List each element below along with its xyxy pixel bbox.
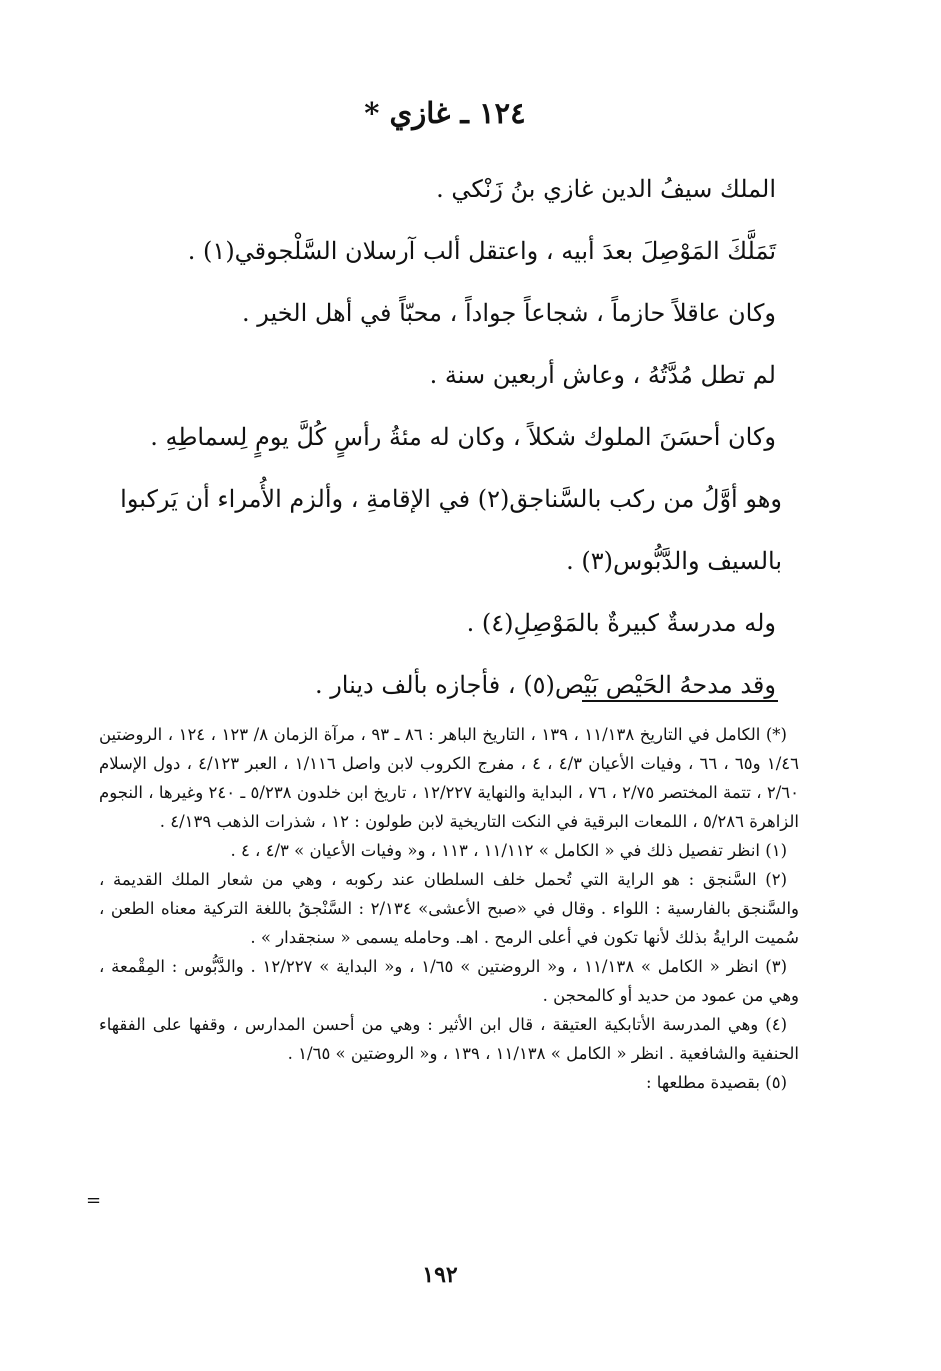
body-line: وقد مدحهُ الحَيْص بَيْص(٥) ، فأجازه بألف دينار . [314,671,776,699]
footnote-separator [582,700,778,702]
body-line: وله مدرسةٌ كبيرةٌ بالمَوْصِلِ(٤) . [466,609,776,637]
entry-body [100,158,782,716]
footnote-2: (٢) السَّنجق : هو الراية التي تُحمل خلف السلطان عند ركوبه ، وهي من شعار الملك القديمة ، والسَّنجق بالفارسية : اللواء . وقال في «صبح الأعشى» ٢/١٣٤ : السَّنْجقُ باللغة التركية معناه الطعن ، سُميت الرايةُ بذلك لأنها تكون في أعلى الرمح . اهـ. وحامله يسمى « سنجقدار » . [99,870,799,947]
body-line: وكان أحسَنَ الملوك شكلاً ، وكان له مئةُ رأسٍ كُلَّ يومٍ لِسماطِهِ . [150,423,776,451]
footnote-3: (٣) انظر « الكامل » ١١/١٣٨ ، و« الروضتين » ١/٦٥ ، و« البداية » ١٢/٢٢٧ . والدَّبُّوس : المِقْمعة ، وهي من عمود من حديد أو كالمحجن . [99,957,799,1005]
body-line: وهو أوَّلُ من ركب بالسَّناجق(٢) في الإقامةِ ، وألزم الأُمراء أن يَركبوا بالسيف والدَّبُّوس(٣) . [120,485,782,575]
body-line: تَمَلَّكَ المَوْصِلَ بعدَ أبيه ، واعتقل ألب آرسلان السَّلْجوقي(١) . [187,237,776,265]
footnotes [99,720,799,1097]
body-line: لم تطل مُدَّتُهُ ، وعاش أربعين سنة . [429,361,776,389]
footnote-4: (٤) وهي المدرسة الأتابكية العتيقة ، قال ابن الأثير : وهي من أحسن المدارس ، وقفها على الفقهاء الحنفية والشافعية . انظر « الكامل » ١١/١٣٨ ، ١٣٩ ، و« الروضتين » ١/٦٥ . [99,1015,799,1063]
entry-heading: ١٢٤ ـ غازي * [364,96,526,130]
footnote-1: (١) انظر تفصيل ذلك في « الكامل » ١١/١١٢ ، ١١٣ ، و« وفيات الأعيان » ٤/٣ ، ٤ . [230,841,787,860]
footnote-sources: (*) الكامل في التاريخ ١١/١٣٨ ، ١٣٩ ، التاريخ الباهر : ٨٦ ـ ٩٣ ، مرآة الزمان ٨/ ١٢٣ ، ١٢٤ ، الروضتين ١/٤٦ و٦٥ ، ٦٦ ، وفيات الأعيان ٤/٣ ، ٤ ، مفرج الكروب لابن واصل ١/١١٦ ، العبر ٤/١٢٣ ، دول الإسلام ٢/٦٠ ، تتمة المختصر ٢/٧٥ ، ٧٦ ، البداية والنهاية ١٢/٢٢٧ ، تاريخ ابن خلدون ٥/٢٣٨ ـ ٢٤٠ وغيرها ، النجوم الزاهرة ٥/٢٨٦ ، اللمعات البرقية في النكت التاريخية لابن طولون : ١٢ ، شذرات الذهب ٤/١٣٩ . [99,725,799,831]
body-line: الملك سيفُ الدين غازي بنُ زَنْكي . [436,175,776,203]
page-number: ١٩٢ [422,1262,458,1288]
body-line: وكان عاقلاً حازماً ، شجاعاً جواداً ، محبّاً في أهل الخير . [242,299,776,327]
continuation-mark: = [86,1190,102,1211]
footnote-5: (٥) بقصيدة مطلعها : [645,1073,787,1092]
